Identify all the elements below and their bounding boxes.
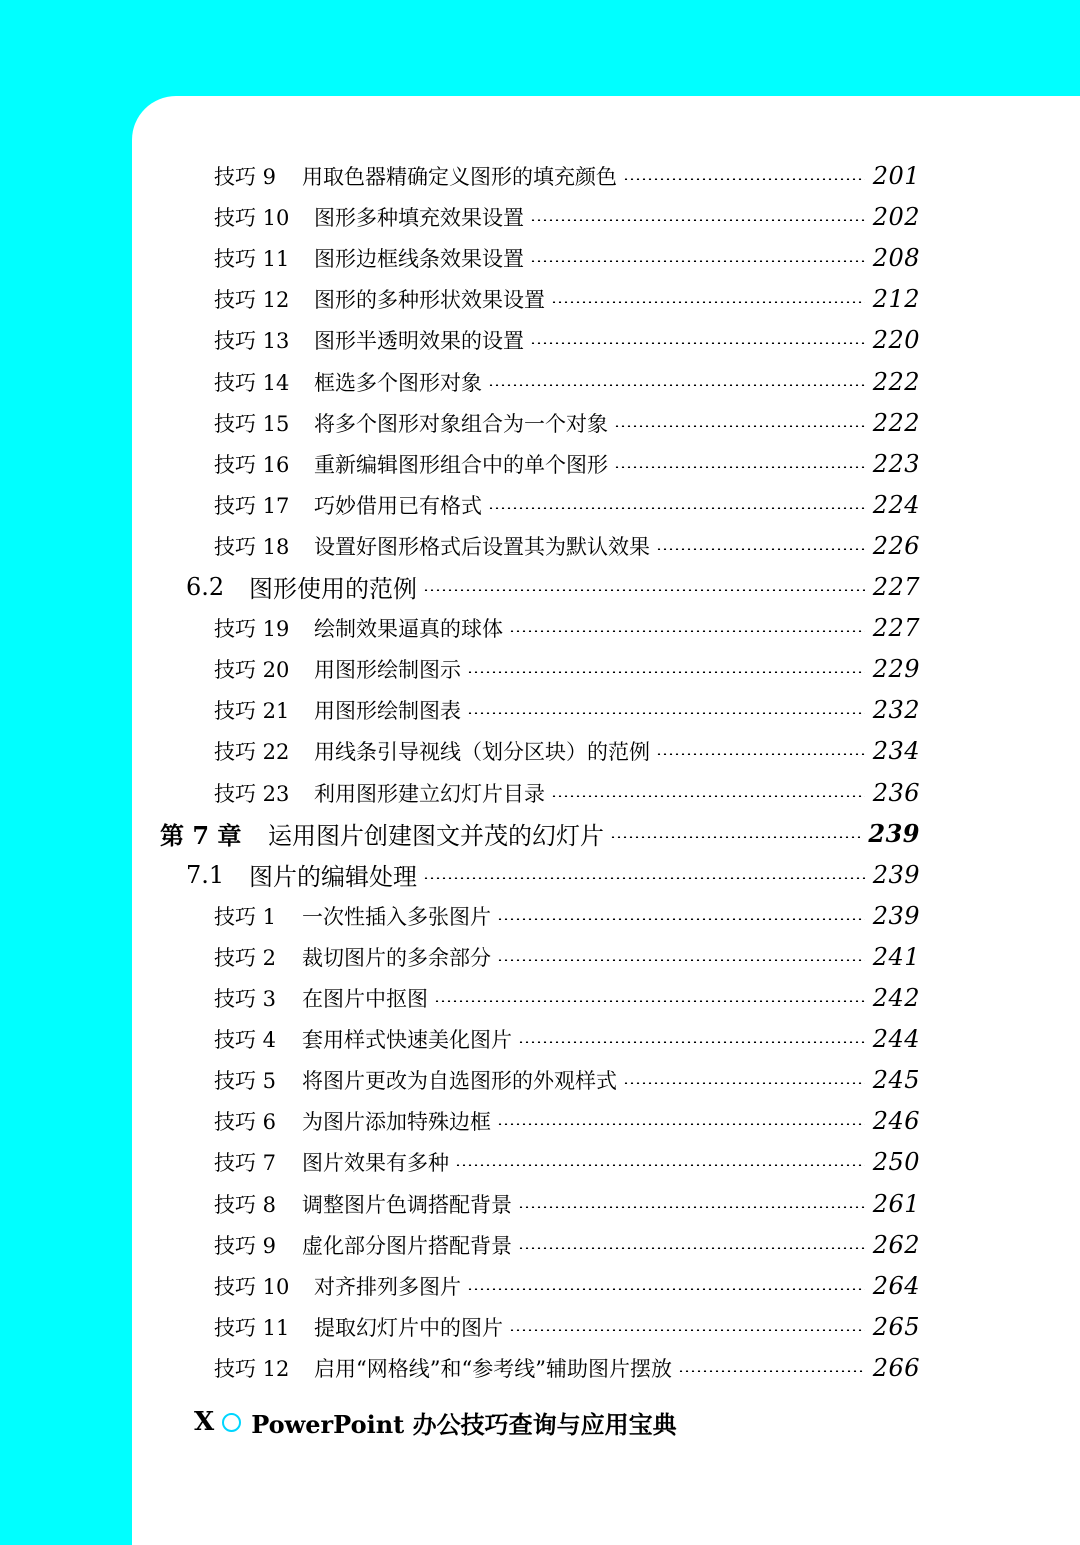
toc-entry-page: 236: [872, 778, 920, 807]
dot-leader: [656, 548, 865, 550]
toc-entry-label: 6.2: [186, 572, 225, 601]
toc-entry-label: 技巧 10: [214, 205, 290, 230]
toc-entry-page: 229: [872, 654, 920, 683]
toc-entry-label: 技巧 5: [214, 1068, 277, 1093]
toc-entry-page: 227: [872, 572, 920, 601]
toc-entry-label: 技巧 13: [214, 328, 290, 353]
toc-entry-label: 7.1: [186, 860, 225, 889]
toc-entry-page: 222: [872, 367, 920, 396]
toc-entry-tip: [214, 977, 920, 1018]
circle-icon: [222, 1413, 241, 1432]
toc-entry-title: 框选多个图形对象: [314, 370, 482, 395]
toc-entry-label: 技巧 6: [214, 1109, 277, 1134]
toc-entry-label: 第 7 章: [160, 821, 242, 850]
toc-entry-label: 技巧 19: [214, 616, 290, 641]
toc-entry-title: 将多个图形对象组合为一个对象: [314, 411, 608, 436]
toc-entry-page: 202: [872, 202, 920, 231]
toc-entry-label: 技巧 11: [214, 246, 290, 271]
toc-entry-sec: [186, 566, 920, 607]
toc-entry-label: 技巧 7: [214, 1150, 277, 1175]
dot-leader: [623, 1082, 865, 1084]
toc-entry-title: 用线条引导视线（划分区块）的范例: [314, 739, 650, 764]
toc-entry-page: 239: [872, 901, 920, 930]
dot-leader: [518, 1247, 865, 1249]
dot-leader: [497, 918, 865, 920]
toc-entry-page: 220: [872, 325, 920, 354]
toc-entry-title: 图片的编辑处理: [249, 863, 417, 891]
toc-entry-page: 239: [872, 860, 920, 889]
toc-entry-tip: [214, 196, 920, 237]
dot-leader: [467, 671, 865, 673]
toc-entry-title: 启用“网格线”和“参考线”辅助图片摆放: [314, 1356, 672, 1381]
toc-entry-page: 261: [872, 1189, 920, 1218]
toc-entry-page: 262: [872, 1230, 920, 1259]
dot-leader: [467, 712, 865, 714]
toc-entry-title: 用图形绘制图示: [314, 657, 461, 682]
toc-entry-tip: [214, 278, 920, 319]
toc-entry-page: 223: [872, 449, 920, 478]
dot-leader: [623, 178, 865, 180]
toc-entry-label: 技巧 12: [214, 287, 290, 312]
toc-entry-tip: [214, 1306, 920, 1347]
dot-leader: [488, 384, 865, 386]
dot-leader: [455, 1164, 865, 1166]
toc-entry-title: 图形半透明效果的设置: [314, 328, 524, 353]
toc-entry-tip: [214, 648, 920, 689]
toc-entry-page: 232: [872, 695, 920, 724]
toc-entry-label: 技巧 16: [214, 452, 290, 477]
toc-entry-title: 一次性插入多张图片: [302, 904, 491, 929]
toc-entry-title: 用图形绘制图表: [314, 698, 461, 723]
toc-entry-title: 重新编辑图形组合中的单个图形: [314, 452, 608, 477]
toc-entry-tip: [214, 772, 920, 813]
dot-leader: [518, 1041, 865, 1043]
toc-entry-page: 208: [872, 243, 920, 272]
toc-entry-tip: [214, 1347, 920, 1388]
toc-entry-chap: [160, 813, 920, 854]
toc-entry-label: 技巧 8: [214, 1192, 277, 1217]
toc-entry-tip: [214, 1265, 920, 1306]
toc-entry-page: 212: [872, 284, 920, 313]
toc-entry-label: 技巧 11: [214, 1315, 290, 1340]
toc-entry-tip: [214, 607, 920, 648]
dot-leader: [423, 877, 865, 879]
toc-entry-label: 技巧 15: [214, 411, 290, 436]
toc-entry-title: 用取色器精确定义图形的填充颜色: [302, 164, 617, 189]
toc-entry-page: 264: [872, 1271, 920, 1300]
dot-leader: [509, 1329, 865, 1331]
toc-entry-title: 图形的多种形状效果设置: [314, 287, 545, 312]
toc-entry-label: 技巧 4: [214, 1027, 277, 1052]
toc-entry-title: 设置好图形格式后设置其为默认效果: [314, 534, 650, 559]
toc-entry-tip: [214, 484, 920, 525]
toc-entry-page: 250: [872, 1147, 920, 1176]
toc-entry-page: 226: [872, 531, 920, 560]
toc-entry-page: 242: [872, 983, 920, 1012]
toc-entry-tip: [214, 1141, 920, 1182]
dot-leader: [509, 630, 865, 632]
toc-entry-label: 技巧 18: [214, 534, 290, 559]
toc-entry-label: 技巧 23: [214, 781, 290, 806]
toc-entry-tip: [214, 443, 920, 484]
toc-entry-title: 绘制效果逼真的球体: [314, 616, 503, 641]
toc-entry-page: 245: [872, 1065, 920, 1094]
dot-leader: [530, 260, 865, 262]
toc-entry-title: 套用样式快速美化图片: [302, 1027, 512, 1052]
toc-entry-tip: [214, 730, 920, 771]
toc-entry-label: 技巧 3: [214, 986, 277, 1011]
dot-leader: [530, 219, 865, 221]
toc-entry-page: 241: [872, 942, 920, 971]
dot-leader: [467, 1288, 865, 1290]
toc-entry-label: 技巧 12: [214, 1356, 290, 1381]
footer-page-number: X: [194, 1407, 215, 1437]
dot-leader: [610, 836, 860, 838]
toc-entry-title: 利用图形建立幻灯片目录: [314, 781, 545, 806]
toc-entry-title: 运用图片创建图文并茂的幻灯片: [268, 822, 604, 850]
toc-entry-page: 244: [872, 1024, 920, 1053]
dot-leader: [488, 507, 865, 509]
toc-entry-label: 技巧 21: [214, 698, 290, 723]
toc-entry-title: 图片效果有多种: [302, 1150, 449, 1175]
toc-entry-page: 224: [872, 490, 920, 519]
dot-leader: [497, 1123, 865, 1125]
dot-leader: [656, 753, 865, 755]
toc-entry-tip: [214, 155, 920, 196]
toc-entry-title: 图形使用的范例: [249, 575, 417, 603]
dot-leader: [518, 1206, 865, 1208]
toc-entry-title: 巧妙借用已有格式: [314, 493, 482, 518]
toc-entry-label: 技巧 9: [214, 164, 277, 189]
toc-entry-sec: [186, 854, 920, 895]
toc-entry-tip: [214, 525, 920, 566]
toc-entry-tip: [214, 1059, 920, 1100]
toc-entry-page: 239: [868, 819, 920, 848]
dot-leader: [614, 466, 865, 468]
toc-entry-page: 265: [872, 1312, 920, 1341]
dot-leader: [423, 589, 865, 591]
toc-entry-title: 提取幻灯片中的图片: [314, 1315, 503, 1340]
dot-leader: [614, 425, 865, 427]
toc-entry-page: 266: [872, 1353, 920, 1382]
toc-entry-title: 调整图片色调搭配背景: [302, 1192, 512, 1217]
toc-entry-tip: [214, 1100, 920, 1141]
toc-entry-tip: [214, 895, 920, 936]
toc-entry-title: 将图片更改为自选图形的外观样式: [302, 1068, 617, 1093]
toc-entry-tip: [214, 237, 920, 278]
toc-entry-label: 技巧 14: [214, 370, 290, 395]
toc-entry-label: 技巧 2: [214, 945, 277, 970]
toc-entry-tip: [214, 1183, 920, 1224]
dot-leader: [551, 795, 865, 797]
footer-book-title: PowerPoint 办公技巧查询与应用宝典: [251, 1409, 677, 1439]
toc-entry-tip: [214, 361, 920, 402]
toc-entry-label: 技巧 22: [214, 739, 290, 764]
toc-entry-label: 技巧 10: [214, 1274, 290, 1299]
toc-entry-label: 技巧 20: [214, 657, 290, 682]
toc-entry-title: 图形多种填充效果设置: [314, 205, 524, 230]
dot-leader: [678, 1370, 865, 1372]
toc-entry-tip: [214, 936, 920, 977]
toc-entry-tip: [214, 689, 920, 730]
page-footer: [194, 1402, 677, 1442]
toc-entry-label: 技巧 9: [214, 1233, 277, 1258]
dot-leader: [551, 301, 865, 303]
toc-entry-tip: [214, 1224, 920, 1265]
dot-leader: [434, 1000, 865, 1002]
toc-entry-page: 201: [872, 161, 920, 190]
toc-entry-page: 227: [872, 613, 920, 642]
dot-leader: [530, 342, 865, 344]
toc-entry-tip: [214, 402, 920, 443]
dot-leader: [497, 959, 865, 961]
toc-entry-title: 虚化部分图片搭配背景: [302, 1233, 512, 1258]
toc-entry-label: 技巧 17: [214, 493, 290, 518]
toc-entry-title: 对齐排列多图片: [314, 1274, 461, 1299]
toc-entry-tip: [214, 319, 920, 360]
toc-entry-page: 246: [872, 1106, 920, 1135]
toc-entry-title: 在图片中抠图: [302, 986, 428, 1011]
toc-entry-title: 裁切图片的多余部分: [302, 945, 491, 970]
toc-entry-tip: [214, 1018, 920, 1059]
toc-entry-title: 为图片添加特殊边框: [302, 1109, 491, 1134]
toc-entry-page: 234: [872, 736, 920, 765]
toc-entry-page: 222: [872, 408, 920, 437]
toc-entry-label: 技巧 1: [214, 904, 277, 929]
toc-entry-title: 图形边框线条效果设置: [314, 246, 524, 271]
